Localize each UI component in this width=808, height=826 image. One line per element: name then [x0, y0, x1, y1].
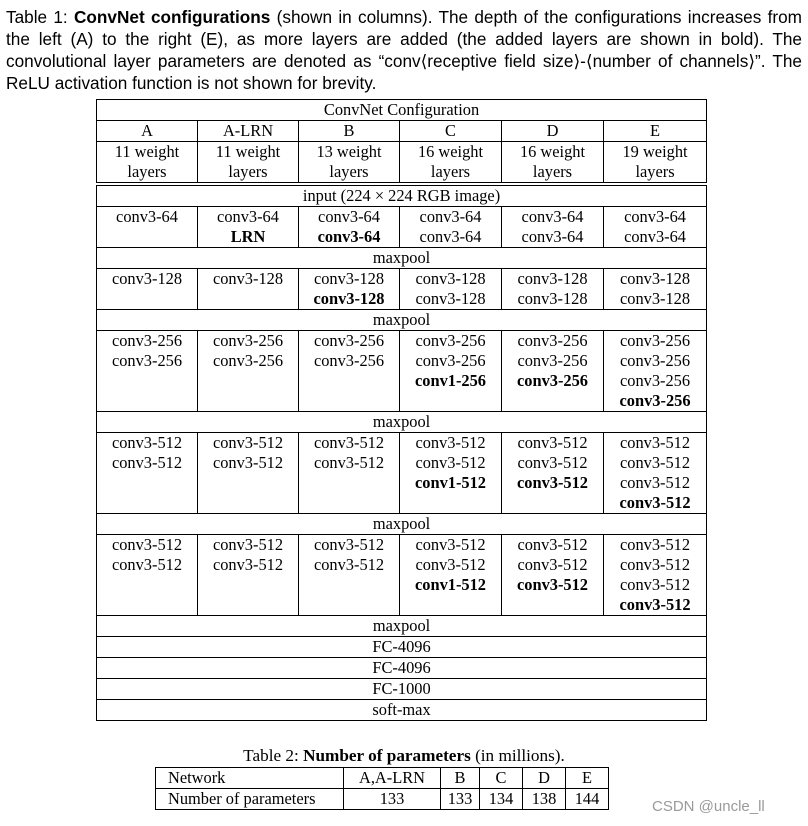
- column-name: C: [400, 121, 502, 142]
- layer-entry: conv3-256: [313, 331, 385, 350]
- fc-layer: FC-1000: [97, 679, 707, 700]
- conv-block-row: [97, 269, 707, 310]
- conv-block-row: [97, 331, 707, 412]
- table2-caption: [0, 746, 808, 766]
- conv-block-cell: [400, 269, 502, 310]
- table1-title: ConvNet configurations: [74, 7, 271, 27]
- table1-label: Table 1:: [6, 7, 68, 27]
- layer-entry: conv3-512: [313, 433, 385, 452]
- maxpool-layer-row: [97, 514, 707, 535]
- conv-block-cell: [604, 433, 707, 514]
- params-table: [155, 767, 609, 810]
- layer-entry: conv3-256: [415, 351, 486, 370]
- conv-block-cell: [198, 535, 299, 616]
- layer-entry: conv3-64: [318, 207, 380, 226]
- conv-block-row: [97, 207, 707, 248]
- maxpool-layer-row: [97, 248, 707, 269]
- depth-layers: layers: [228, 162, 268, 181]
- column-depth-row: [97, 142, 707, 183]
- column-depth: [198, 142, 299, 183]
- layer-entry: conv3-512: [619, 595, 691, 614]
- depth-weights: 13 weight: [316, 142, 382, 161]
- layer-entry: conv3-64: [624, 227, 686, 246]
- layer-entry: conv3-256: [517, 351, 588, 370]
- layer-entry: conv3-256: [212, 351, 284, 370]
- conv-block-cell: [502, 433, 604, 514]
- layer-entry: conv3-512: [212, 555, 284, 574]
- layer-entry: conv3-256: [517, 331, 588, 350]
- table1-caption: [6, 6, 802, 94]
- conv-block-cell: [299, 207, 400, 248]
- maxpool-layer-row: [97, 616, 707, 637]
- layer-entry: conv3-512: [212, 453, 284, 472]
- depth-layers: layers: [127, 162, 167, 181]
- layer-entry: conv3-128: [517, 269, 588, 288]
- column-name: A: [97, 121, 198, 142]
- layer-entry: conv3-512: [619, 555, 691, 574]
- conv-block-cell: [198, 433, 299, 514]
- layer-entry: conv3-512: [619, 493, 691, 512]
- layer-entry: conv3-512: [212, 433, 284, 452]
- fc-layer-row: [97, 637, 707, 658]
- conv-block-cell: [502, 269, 604, 310]
- conv-block-cell: [299, 269, 400, 310]
- conv-block-cell: [502, 331, 604, 412]
- column-depth: [502, 142, 604, 183]
- layer-entry: conv3-512: [313, 535, 385, 554]
- layer-entry: conv3-256: [111, 331, 183, 350]
- column-name: A-LRN: [198, 121, 299, 142]
- layer-entry: conv3-128: [619, 269, 691, 288]
- layer-entry: conv3-512: [212, 535, 284, 554]
- column-depth: [604, 142, 707, 183]
- layer-entry: conv3-256: [619, 331, 691, 350]
- layer-entry: conv3-128: [517, 289, 588, 308]
- depth-weights: 19 weight: [622, 142, 688, 161]
- layer-entry: conv3-64: [521, 227, 584, 246]
- params-network-name: C: [480, 768, 523, 789]
- column-depth: [400, 142, 502, 183]
- layer-entry: conv3-512: [111, 535, 183, 554]
- params-value-row: [156, 789, 609, 810]
- conv-block-cell: [198, 331, 299, 412]
- layer-entry: conv3-512: [619, 473, 691, 492]
- params-value: 138: [523, 789, 566, 810]
- params-row-label: Number of parameters: [156, 789, 344, 810]
- depth-layers: layers: [635, 162, 675, 181]
- layer-entry: conv3-128: [111, 269, 183, 288]
- layer-entry: conv3-512: [517, 535, 588, 554]
- layer-entry: conv3-512: [517, 433, 588, 452]
- fc-layer: soft-max: [97, 700, 707, 721]
- conv-block-cell: [299, 535, 400, 616]
- params-network-name: A,A-LRN: [344, 768, 441, 789]
- layer-entry: conv3-512: [415, 555, 486, 574]
- maxpool-layer: maxpool: [97, 310, 707, 331]
- fc-layer-row: [97, 658, 707, 679]
- layer-entry: LRN: [230, 227, 266, 246]
- layer-entry: conv3-512: [111, 555, 183, 574]
- column-depth: [97, 142, 198, 183]
- layer-entry: conv3-128: [313, 269, 385, 288]
- table1-caption-text: (shown in columns). The depth of the configurations increases from the left (A) to the right (E), as more layers are added (the added layers are shown in bold). The convolutional layer parameters are denoted as “conv⟨receptive field size⟩-⟨number of channels⟩”. The ReLU activation function is not shown for brevity.: [6, 7, 803, 93]
- maxpool-layer: maxpool: [97, 248, 707, 269]
- layer-entry: conv3-64: [317, 227, 381, 246]
- depth-layers: layers: [329, 162, 369, 181]
- maxpool-layer: maxpool: [97, 616, 707, 637]
- layer-entry: conv3-128: [415, 269, 486, 288]
- layer-entry: conv3-512: [313, 555, 385, 574]
- conv-block-cell: [299, 331, 400, 412]
- table2-title: Number of parameters: [303, 746, 471, 765]
- conv-block-cell: [198, 269, 299, 310]
- watermark: CSDN @uncle_ll: [652, 798, 765, 815]
- config-header-row: [97, 100, 707, 121]
- layer-entry: conv1-512: [414, 575, 487, 594]
- params-value: 144: [566, 789, 609, 810]
- conv-block-row: [97, 535, 707, 616]
- conv-block-cell: [604, 535, 707, 616]
- fc-layer-row: [97, 679, 707, 700]
- layer-entry: conv3-512: [516, 473, 589, 492]
- conv-block-cell: [97, 207, 198, 248]
- conv-block-cell: [604, 269, 707, 310]
- conv-block-cell: [97, 331, 198, 412]
- depth-layers: layers: [532, 162, 573, 181]
- conv-block-cell: [400, 207, 502, 248]
- params-value: 134: [480, 789, 523, 810]
- layer-entry: conv3-512: [415, 433, 486, 452]
- layer-entry: conv3-512: [517, 555, 588, 574]
- layer-entry: conv3-512: [111, 453, 183, 472]
- table2-label: Table 2:: [243, 746, 299, 765]
- params-header-row: [156, 768, 609, 789]
- layer-entry: conv3-512: [111, 433, 183, 452]
- column-name: D: [502, 121, 604, 142]
- layer-entry: conv3-256: [619, 351, 691, 370]
- conv-block-cell: [400, 331, 502, 412]
- layer-entry: conv1-512: [414, 473, 487, 492]
- depth-weights: 11 weight: [215, 142, 281, 161]
- input-layer-row: [97, 186, 707, 207]
- conv-block-cell: [97, 433, 198, 514]
- layer-entry: conv3-512: [313, 453, 385, 472]
- layer-entry: conv3-512: [619, 433, 691, 452]
- maxpool-layer-row: [97, 412, 707, 433]
- depth-weights: 11 weight: [114, 142, 180, 161]
- layer-entry: conv3-256: [313, 351, 385, 370]
- config-header: ConvNet Configuration: [97, 100, 707, 121]
- layer-entry: conv3-512: [619, 535, 691, 554]
- fc-layer-row: [97, 700, 707, 721]
- layer-entry: conv3-64: [419, 227, 482, 246]
- fc-layer: FC-4096: [97, 658, 707, 679]
- layer-entry: conv3-256: [516, 371, 589, 390]
- params-header-label: Network: [156, 768, 344, 789]
- table2-caption-text: (in millions).: [475, 746, 565, 765]
- column-depth: [299, 142, 400, 183]
- layer-entry: conv3-512: [516, 575, 589, 594]
- layer-entry: conv3-512: [415, 535, 486, 554]
- layer-entry: conv3-128: [619, 289, 691, 308]
- conv-block-cell: [299, 433, 400, 514]
- conv-block-row: [97, 433, 707, 514]
- column-name-row: [97, 121, 707, 142]
- conv-block-cell: [97, 269, 198, 310]
- layer-entry: conv3-512: [619, 453, 691, 472]
- conv-block-cell: [604, 331, 707, 412]
- layer-entry: conv3-64: [116, 207, 178, 226]
- layer-entry: conv3-64: [217, 207, 279, 226]
- layer-entry: conv3-256: [619, 391, 691, 410]
- params-network-name: D: [523, 768, 566, 789]
- layer-entry: conv3-128: [313, 289, 385, 308]
- conv-block-cell: [97, 535, 198, 616]
- maxpool-layer: maxpool: [97, 514, 707, 535]
- maxpool-layer: maxpool: [97, 412, 707, 433]
- column-name: E: [604, 121, 707, 142]
- params-value: 133: [441, 789, 480, 810]
- maxpool-layer-row: [97, 310, 707, 331]
- layer-entry: conv3-64: [624, 207, 686, 226]
- layer-entry: conv3-64: [521, 207, 584, 226]
- params-network-name: B: [441, 768, 480, 789]
- convnet-config-table: [96, 99, 707, 721]
- layer-entry: conv3-256: [212, 331, 284, 350]
- layer-entry: conv3-256: [619, 371, 691, 390]
- conv-block-cell: [502, 535, 604, 616]
- layer-entry: conv3-512: [517, 453, 588, 472]
- conv-block-cell: [198, 207, 299, 248]
- input-layer: input (224 × 224 RGB image): [97, 186, 707, 207]
- depth-weights: 16 weight: [417, 142, 484, 161]
- layer-entry: conv3-128: [415, 289, 486, 308]
- layer-entry: conv1-256: [414, 371, 487, 390]
- layer-entry: conv3-512: [619, 575, 691, 594]
- conv-block-cell: [400, 433, 502, 514]
- layer-entry: conv3-512: [415, 453, 486, 472]
- conv-block-cell: [400, 535, 502, 616]
- conv-block-cell: [502, 207, 604, 248]
- layer-entry: conv3-64: [419, 207, 482, 226]
- layer-entry: conv3-128: [212, 269, 284, 288]
- depth-weights: 16 weight: [519, 142, 586, 161]
- conv-block-cell: [604, 207, 707, 248]
- params-network-name: E: [566, 768, 609, 789]
- depth-layers: layers: [430, 162, 471, 181]
- fc-layer: FC-4096: [97, 637, 707, 658]
- layer-entry: conv3-256: [415, 331, 486, 350]
- params-value: 133: [344, 789, 441, 810]
- layer-entry: conv3-256: [111, 351, 183, 370]
- column-name: B: [299, 121, 400, 142]
